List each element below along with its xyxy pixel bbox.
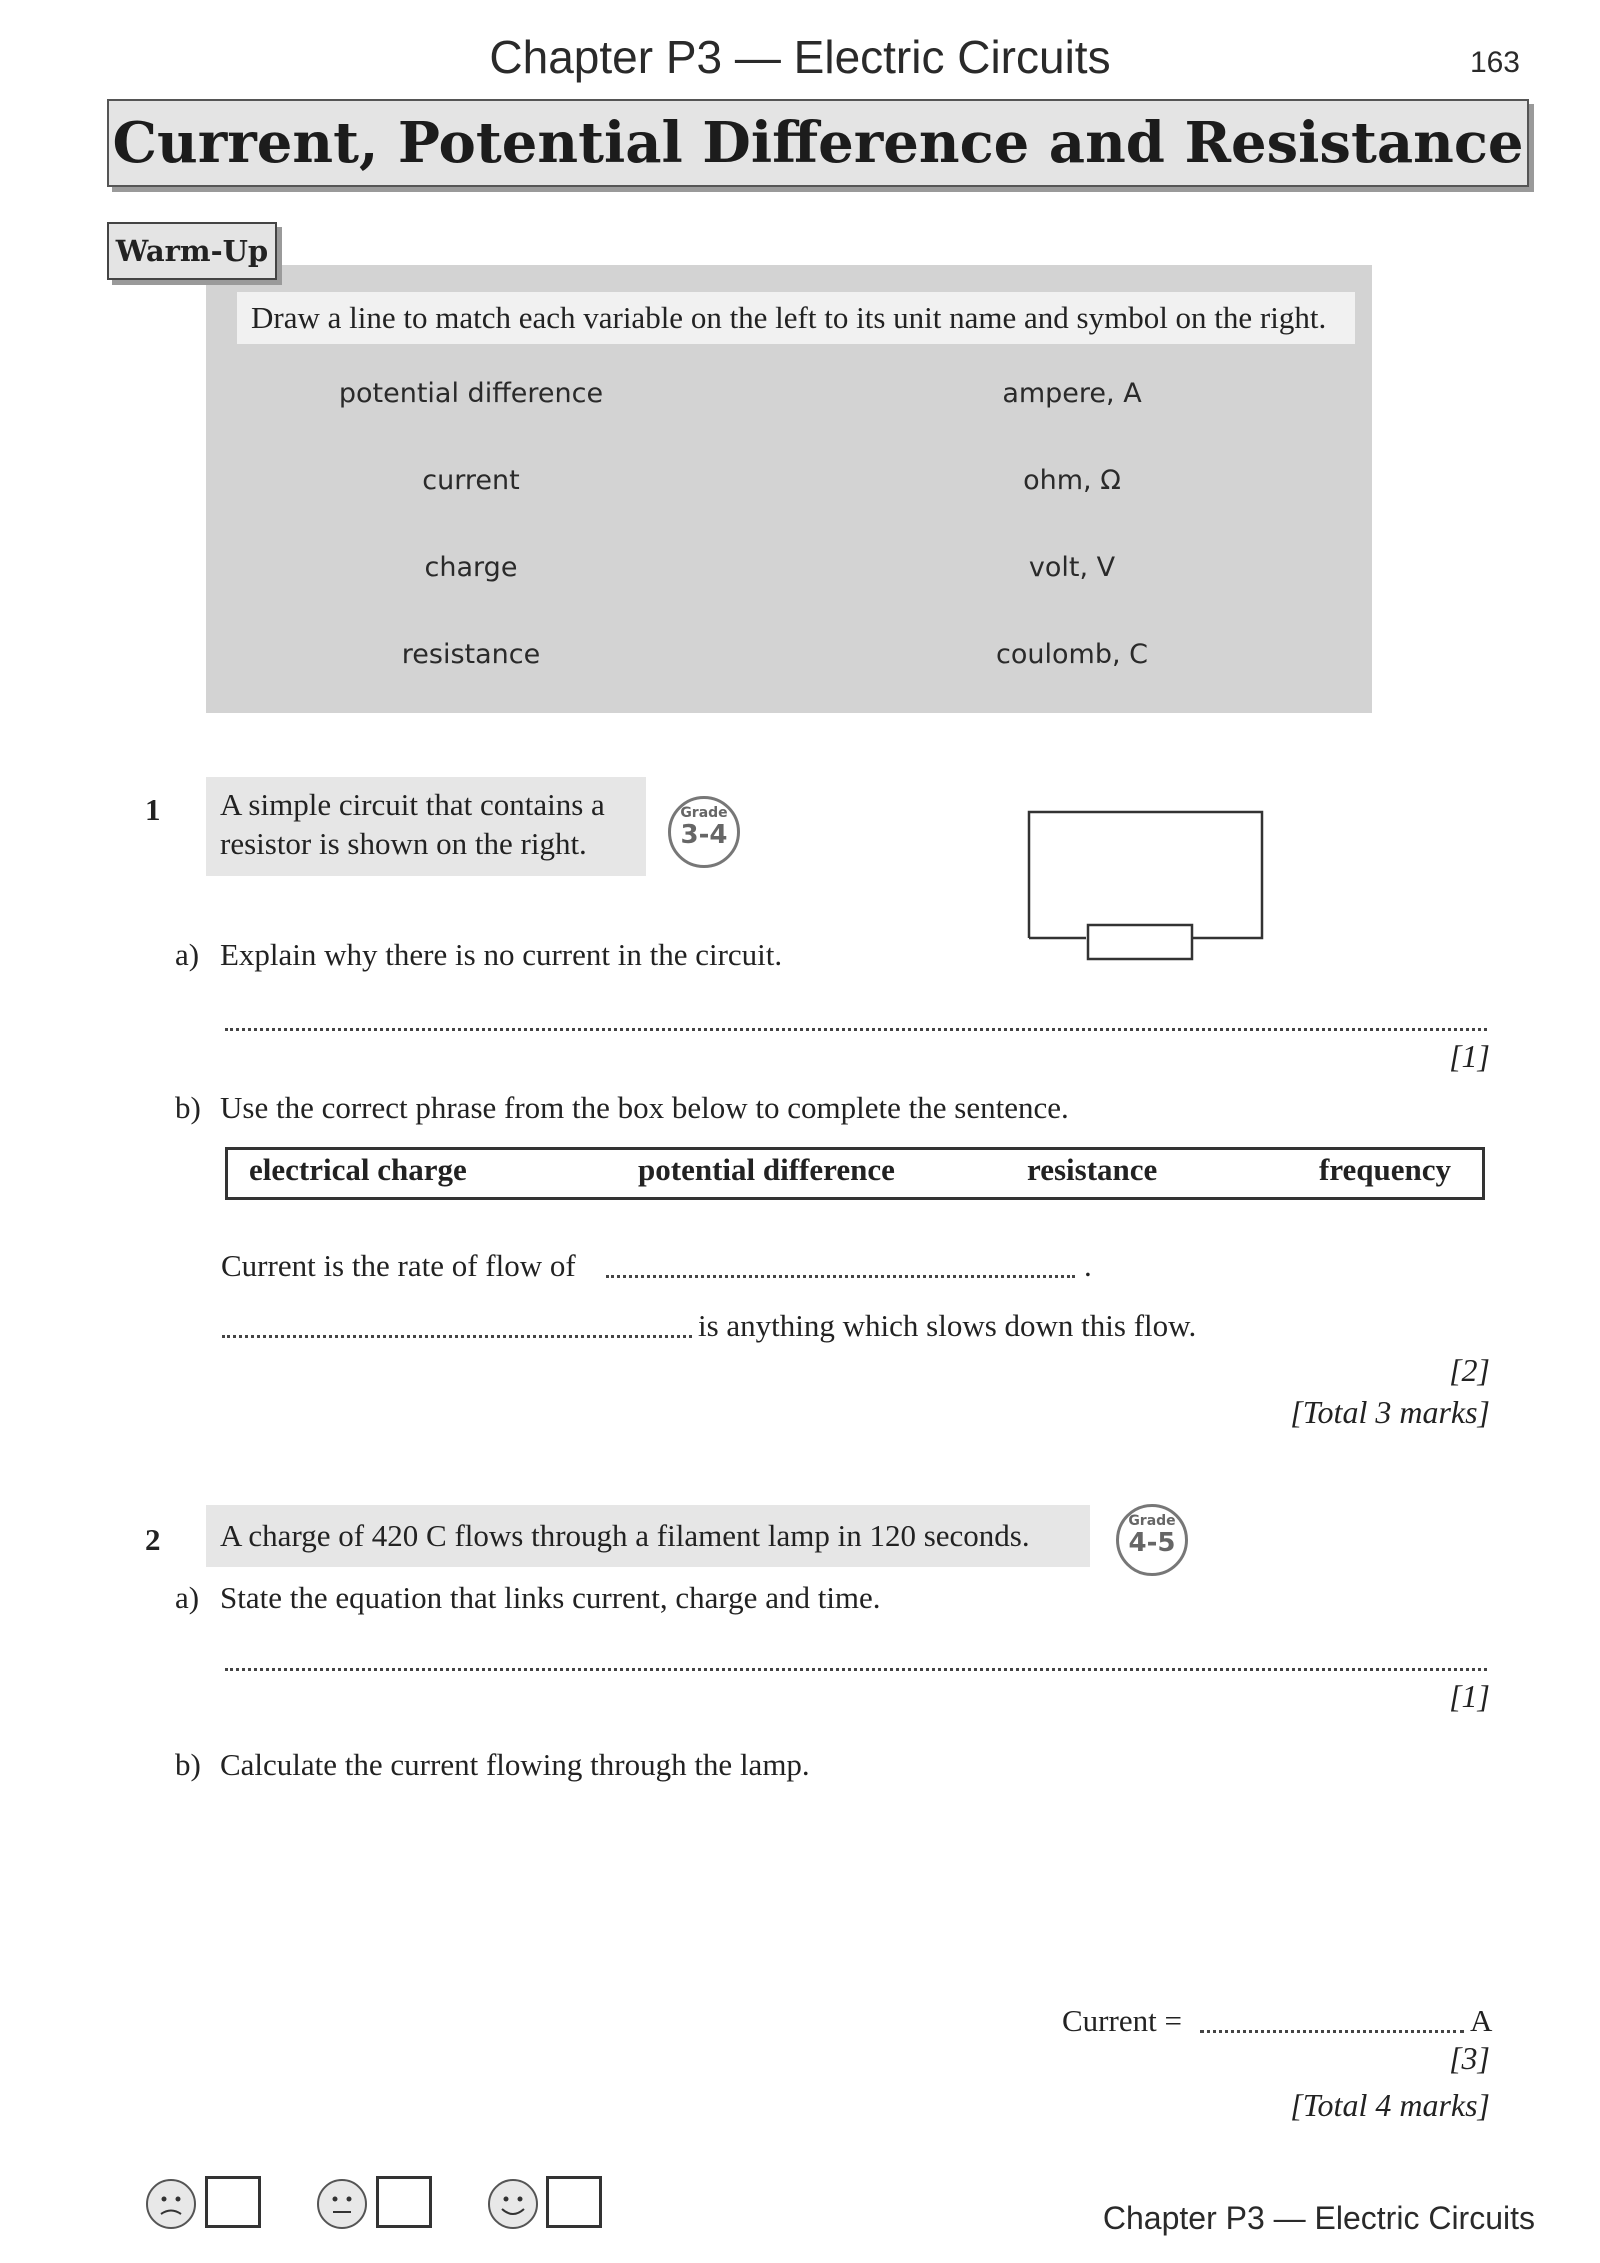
answer-blank[interactable] — [222, 1335, 692, 1338]
sentence-text: Current is the rate of flow of — [221, 1248, 576, 1283]
unit-item[interactable]: coulomb, C — [996, 639, 1148, 670]
phrase-option: electrical charge — [249, 1152, 467, 1187]
page-title: Current, Potential Difference and Resistance — [107, 99, 1529, 187]
resistor-symbol — [1088, 925, 1192, 959]
unit-item[interactable]: volt, V — [1028, 552, 1116, 583]
marks-label: [3] — [1449, 2040, 1490, 2076]
sad-face-icon — [145, 2178, 197, 2230]
part-text: State the equation that links current, charge and time. — [220, 1580, 881, 1615]
marks-label: [1] — [1449, 1038, 1490, 1074]
part-label: b) — [175, 1090, 201, 1125]
self-assess-checkbox[interactable] — [546, 2176, 602, 2228]
circuit-wire — [1029, 812, 1262, 938]
marks-label: [2] — [1449, 1352, 1490, 1388]
question-stem-line: A simple circuit that contains a — [220, 787, 605, 822]
variable-item[interactable]: resistance — [401, 639, 541, 670]
answer-blank[interactable] — [1200, 2030, 1464, 2033]
part-label: b) — [175, 1747, 201, 1782]
part-label: a) — [175, 937, 200, 972]
phrase-option: potential difference — [638, 1152, 895, 1187]
grade-badge — [1116, 1504, 1188, 1576]
grade-badge-label: Grade — [1128, 1513, 1176, 1529]
total-marks: [Total 3 marks] — [1290, 1394, 1490, 1430]
total-marks: [Total 4 marks] — [1290, 2087, 1490, 2123]
footer-chapter: Chapter P3 — Electric Circuits — [1102, 2200, 1535, 2236]
answer-line[interactable] — [225, 1028, 1487, 1031]
sentence-end: . — [1084, 1248, 1092, 1283]
question-number: 2 — [145, 1522, 161, 1557]
grade-badge — [668, 796, 740, 868]
phrase-option: resistance — [1027, 1152, 1158, 1187]
self-assess-checkbox[interactable] — [376, 2176, 432, 2228]
part-label: a) — [175, 1580, 200, 1615]
part-text: Use the correct phrase from the box below to complete the sentence. — [220, 1090, 1069, 1125]
marks-label: [1] — [1449, 1678, 1490, 1714]
warmup-tab: Warm-Up — [107, 222, 277, 280]
circuit-diagram — [1020, 805, 1270, 965]
self-assess-checkbox[interactable] — [205, 2176, 261, 2228]
sentence-text: is anything which slows down this flow. — [698, 1308, 1197, 1343]
variable-item[interactable]: current — [422, 465, 520, 496]
question-stem-line: resistor is shown on the right. — [220, 826, 587, 861]
question-number: 1 — [145, 792, 161, 827]
page-number: 163 — [1469, 46, 1520, 79]
warmup-instruction: Draw a line to match each variable on the left to its unit name and symbol on the right. — [237, 292, 1355, 344]
answer-label: Current = — [1062, 2003, 1182, 2038]
answer-line[interactable] — [225, 1668, 1487, 1671]
grade-badge-value: 3-4 — [680, 820, 728, 850]
happy-face-icon — [487, 2178, 539, 2230]
unit-item[interactable]: ampere, A — [1002, 378, 1142, 409]
answer-unit: A — [1470, 2003, 1493, 2038]
neutral-face-icon — [316, 2178, 368, 2230]
grade-badge-label: Grade — [680, 805, 728, 821]
question-stem: A charge of 420 C flows through a filament lamp in 120 seconds. — [206, 1505, 1090, 1567]
question-stem — [206, 777, 646, 876]
grade-badge-value: 4-5 — [1128, 1528, 1176, 1558]
answer-blank[interactable] — [606, 1275, 1075, 1278]
phrase-option: frequency — [1319, 1152, 1452, 1187]
variable-item[interactable]: potential difference — [338, 378, 604, 409]
variable-item[interactable]: charge — [424, 552, 518, 583]
unit-item[interactable]: ohm, Ω — [1023, 465, 1121, 496]
chapter-heading: Chapter P3 — Electric Circuits — [489, 31, 1111, 83]
part-text: Explain why there is no current in the circuit. — [220, 937, 783, 972]
part-text: Calculate the current flowing through the lamp. — [220, 1747, 810, 1782]
